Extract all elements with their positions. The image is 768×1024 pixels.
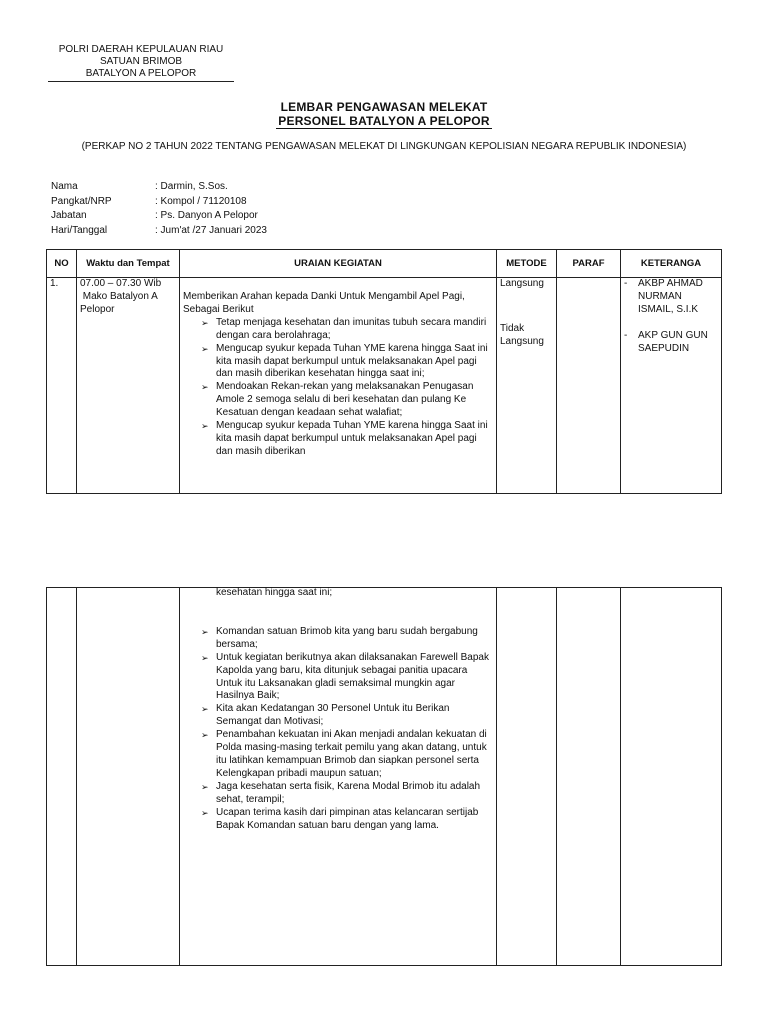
institution-line-3: BATALYON A PELOPOR [48,68,234,82]
list-item [183,317,493,343]
institution-header [48,44,234,82]
list-item [183,343,493,382]
list-item [183,729,493,781]
cell-time-place [77,588,180,966]
keterangan-text: AKP GUN GUN SAEPUDIN [638,329,708,354]
keterangan-text: AKBP AHMAD NURMAN ISMAIL, S.I.K [638,278,703,315]
cell-time-place [77,278,180,494]
identity-row-tanggal [51,224,267,239]
uraian-continuation: kesehatan hingga saat ini; [216,587,333,598]
identity-row-nama [51,180,267,195]
list-item [183,381,493,420]
list-item [183,781,493,807]
activity-table-continued [46,587,722,966]
arrow-bullet-icon: ➢ [201,421,209,432]
uraian-bullet-list [183,626,493,833]
list-item-text: Jaga kesehatan serta fisik, Karena Modal Brimob itu adalah sehat, terampil; [216,780,481,805]
dash-marker: - [624,278,628,289]
list-item [183,652,493,704]
keterangan-item [624,330,718,356]
arrow-bullet-icon: ➢ [201,781,209,792]
arrow-bullet-icon: ➢ [201,652,209,663]
list-item [183,807,493,833]
cell-paraf [557,588,621,966]
cell-uraian [180,278,497,494]
table-row [47,278,722,494]
title-line-2: PERSONEL BATALYON A PELOPOR [278,114,490,128]
method-indirect: Tidak Langsung [500,322,544,347]
arrow-bullet-icon: ➢ [201,807,209,818]
identity-label: Pangkat/NRP [51,195,112,207]
arrow-bullet-icon: ➢ [201,730,209,741]
method-direct: Langsung [500,278,544,289]
header-waktu-tempat: Waktu dan Tempat [77,250,180,278]
identity-value: : Ps. Danyon A Pelopor [155,210,258,221]
header-uraian: URAIAN KEGIATAN [180,250,497,278]
arrow-bullet-icon: ➢ [201,317,209,328]
header-paraf: PARAF [557,250,621,278]
cell-metode [497,588,557,966]
cell-metode [497,278,557,494]
list-item-text: Mendoakan Rekan-rekan yang melaksanakan Penugasan Amole 2 semoga selalu di beri kesehatan dan pulang Ke Kesatuan dengan keadaan sehat walafiat; [216,381,474,419]
cell-uraian [180,588,497,966]
header-no: NO [47,250,77,278]
list-item-text: Penambahan kekuatan ini Akan menjadi andalan kekuatan di Polda masing-masing terkait pemilu yang akan datang, untuk itu latihkan kemampuan Brimob dan siapkan personel serta Kelengkapan pribadi maupun satuan; [216,729,487,779]
identity-value: : Darmin, S.Sos. [155,181,228,192]
arrow-bullet-icon: ➢ [201,382,209,393]
activity-place: Mako Batalyon A Pelopor [80,290,161,315]
activity-table [46,249,722,494]
dash-marker: - [624,329,628,341]
identity-label: Nama [51,181,78,192]
identity-block [51,180,267,238]
table-row [47,588,722,966]
title-line-1: LEMBAR PENGAWASAN MELEKAT [280,100,488,114]
identity-row-pangkat [51,195,267,210]
uraian-intro: Memberikan Arahan kepada Danki Untuk Mengambil Apel Pagi, Sebagai Berikut [183,291,465,315]
list-item [183,626,493,652]
cell-no: 1. [47,278,77,494]
list-item-text: Untuk kegiatan berikutnya akan dilaksanakan Farewell Bapak Kapolda yang baru, kita ditunjuk sebagai panitia upacara Untuk itu Laksanakan gladi semaksimal mungkin agar Hasilnya Baik; [216,651,489,702]
identity-value: : Jum'at /27 Januari 2023 [155,224,267,236]
regulation-reference: (PERKAP NO 2 TAHUN 2022 TENTANG PENGAWASAN MELEKAT DI LINGKUNGAN KEPOLISIAN NEGARA REPUBLIK INDONESIA) [81,141,687,152]
identity-row-jabatan [51,209,267,224]
cell-no [47,588,77,966]
cell-keterangan [621,588,722,966]
list-item [183,420,493,459]
arrow-bullet-icon: ➢ [201,704,209,715]
list-item [183,703,493,729]
keterangan-item [624,278,718,317]
activity-time: 07.00 – 07.30 Wib [80,278,162,289]
list-item-text: Mengucap syukur kepada Tuhan YME karena hingga Saat ini kita masih dapat berkumpul untuk melaksanakan Apel pagi dan masih diberikan [216,420,488,457]
identity-label: Jabatan [51,210,87,221]
header-keterangan: KETERANGA [621,250,722,278]
cell-keterangan [621,278,722,494]
list-item-text: Mengucap syukur kepada Tuhan YME karena hingga Saat ini kita masih dapat berkumpul untuk melaksanakan Apel pagi dan masih diberikan kesehatan hingga saat ini; [216,342,488,380]
cell-paraf [557,278,621,494]
institution-line-1: POLRI DAERAH KEPULAUAN RIAU [58,44,224,55]
list-item-text: Ucapan terima kasih dari pimpinan atas kelancaran sertijab Bapak Komandan satuan baru dengan yang lama. [216,806,479,831]
institution-line-2: SATUAN BRIMOB [99,56,183,67]
document-title [0,100,768,129]
identity-label: Hari/Tanggal [51,224,108,236]
identity-value: : Kompol / 71120108 [155,195,247,207]
arrow-bullet-icon: ➢ [201,343,209,354]
list-item-text: Komandan satuan Brimob kita yang baru sudah bergabung bersama; [216,625,478,650]
list-item-text: Tetap menjaga kesehatan dan imunitas tubuh secara mandiri dengan cara berolahraga; [216,316,487,341]
header-metode: METODE [497,250,557,278]
table-header-row [47,250,722,278]
arrow-bullet-icon: ➢ [201,626,209,637]
list-item-text: Kita akan Kedatangan 30 Personel Untuk itu Berikan Semangat dan Motivasi; [216,703,450,728]
uraian-bullet-list [183,317,493,459]
